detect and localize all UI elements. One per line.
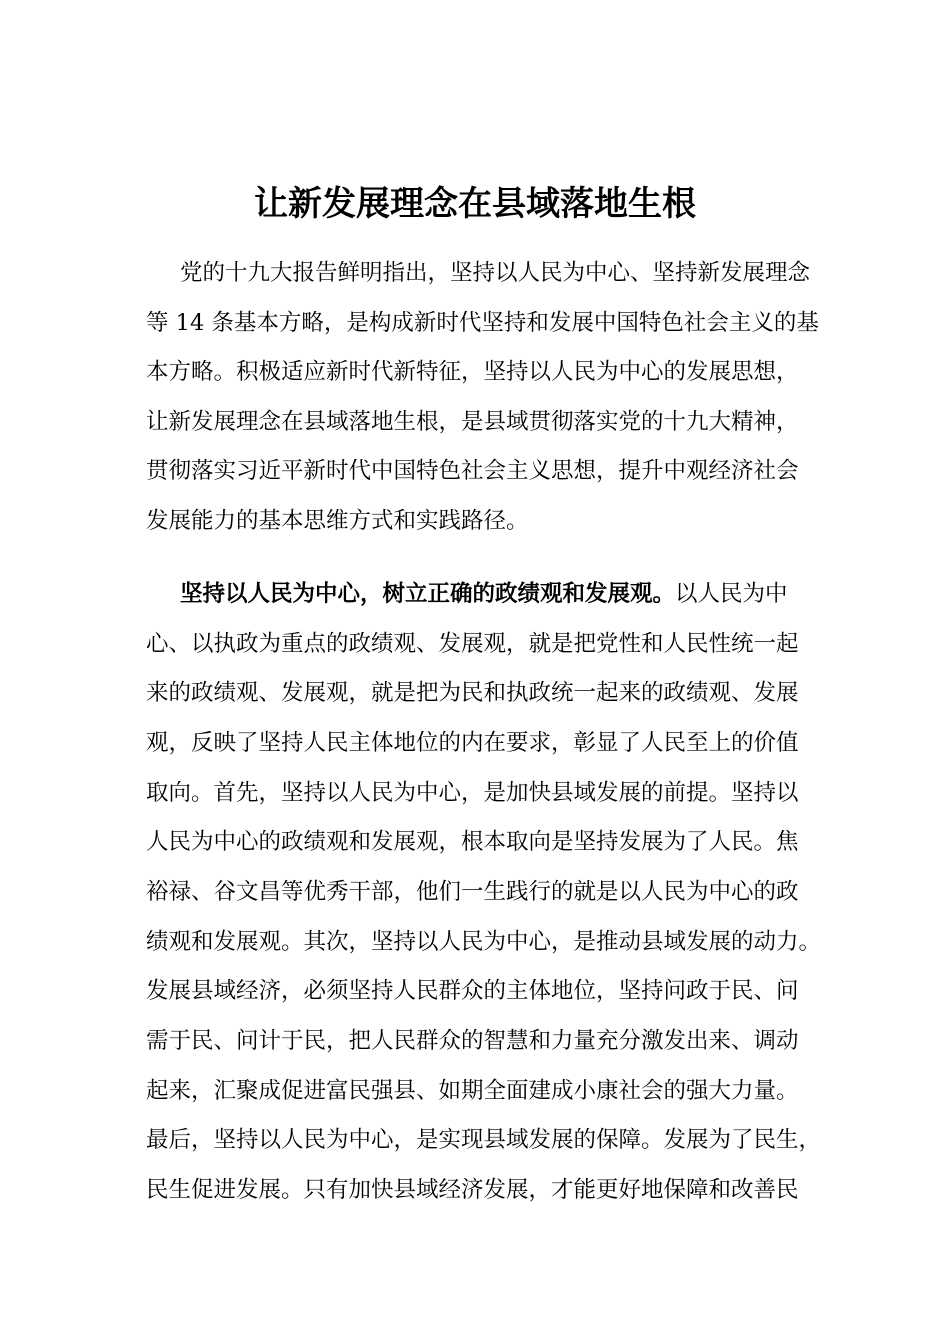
paragraph-2-line-7: 裕禄、谷文昌等优秀干部，他们一生践行的就是以人民为中心的政 <box>146 879 799 905</box>
document-title: 让新发展理念在县域落地生根 <box>254 184 696 224</box>
paragraph-1-line-1: 党的十九大报告鲜明指出，坚持以人民为中心、坚持新发展理念 <box>180 260 811 286</box>
paragraph-2-line-3: 来的政绩观、发展观，就是把为民和执政统一起来的政绩观、发展 <box>146 680 799 706</box>
paragraph-2-line-13: 民生促进发展。只有加快县域经济发展，才能更好地保障和改善民 <box>146 1177 799 1203</box>
paragraph-1-line-5: 贯彻落实习近平新时代中国特色社会主义思想，提升中观经济社会 <box>146 458 799 484</box>
paragraph-2-line-11: 起来，汇聚成促进富民强县、如期全面建成小康社会的强大力量。 <box>146 1078 799 1104</box>
paragraph-2-line-12: 最后，坚持以人民为中心，是实现县域发展的保障。发展为了民生， <box>146 1127 822 1153</box>
paragraph-1-line-6: 发展能力的基本思维方式和实践路径。 <box>146 508 529 534</box>
paragraph-2-line-8: 绩观和发展观。其次，坚持以人民为中心，是推动县域发展的动力。 <box>146 929 822 955</box>
paragraph-2-line-1 <box>146 579 842 609</box>
paragraph-1-line-2: 等 14 条基本方略，是构成新时代坚持和发展中国特色社会主义的基 <box>146 310 819 336</box>
paragraph-2-line-9: 发展县域经济，必须坚持人民群众的主体地位，坚持问政于民、问 <box>146 978 799 1004</box>
paragraph-1-line-4: 让新发展理念在县域落地生根，是县域贯彻落实党的十九大精神， <box>146 409 799 435</box>
paragraph-2-line-4: 观，反映了坚持人民主体地位的内在要求，彰显了人民至上的价值 <box>146 730 799 756</box>
paragraph-2-line-2: 心、以执政为重点的政绩观、发展观，就是把党性和人民性统一起 <box>146 631 799 657</box>
paragraph-1-line-3: 本方略。积极适应新时代新特征，坚持以人民为中心的发展思想， <box>146 359 799 385</box>
paragraph-2-line-1-text: 以人民为中 <box>675 581 788 607</box>
paragraph-2-heading: 坚持以人民为中心，树立正确的政绩观和发展观。 <box>180 581 676 607</box>
paragraph-2-line-10: 需于民、问计于民，把人民群众的智慧和力量充分激发出来、调动 <box>146 1028 799 1054</box>
paragraph-2-line-6: 人民为中心的政绩观和发展观，根本取向是坚持发展为了人民。焦 <box>146 829 799 855</box>
paragraph-2-line-5: 取向。首先，坚持以人民为中心，是加快县域发展的前提。坚持以 <box>146 780 799 806</box>
